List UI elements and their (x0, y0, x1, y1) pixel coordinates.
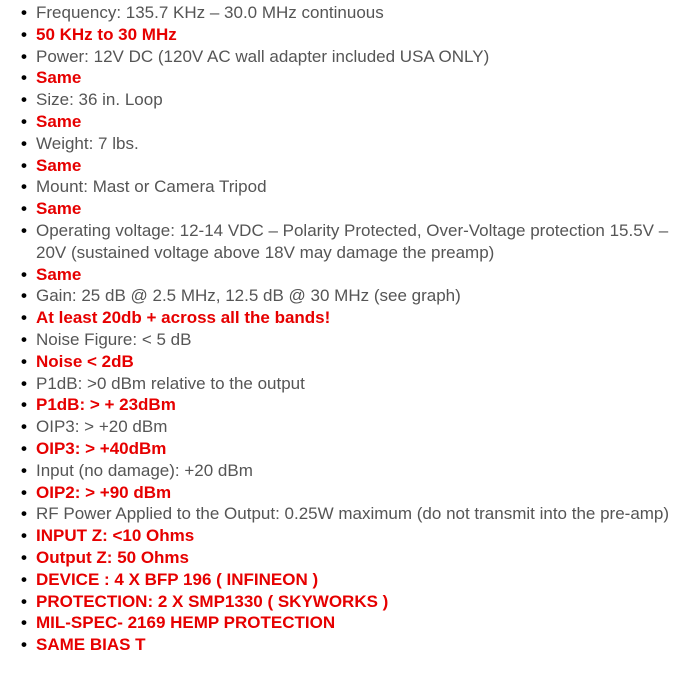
list-item-text: PROTECTION: 2 X SMP1330 ( SKYWORKS ) (36, 591, 389, 611)
comparison-list-item (21, 111, 693, 133)
bullet-icon: • (21, 373, 27, 393)
bullet-icon: • (21, 460, 27, 480)
comparison-list-item (21, 569, 693, 591)
spec-list-item (21, 329, 693, 351)
list-item-text: Gain: 25 dB @ 2.5 MHz, 12.5 dB @ 30 MHz (see graph) (36, 286, 461, 306)
spec-list-item (21, 460, 693, 482)
list-item-text: 50 KHz to 30 MHz (36, 24, 177, 44)
spec-list-item (21, 220, 693, 264)
comparison-list-item (21, 634, 693, 656)
comparison-list-item (21, 525, 693, 547)
bullet-icon: • (21, 133, 27, 153)
list-item-text: Frequency: 135.7 KHz – 30.0 MHz continuous (36, 3, 384, 22)
spec-list-item (21, 285, 693, 307)
bullet-icon: • (21, 111, 27, 131)
comparison-list-item (21, 438, 693, 460)
comparison-list-item (21, 547, 693, 569)
bullet-icon: • (21, 591, 27, 611)
list-item-text: Mount: Mast or Camera Tripod (36, 177, 267, 197)
list-item-text: Power: 12V DC (120V AC wall adapter included USA ONLY) (36, 46, 490, 66)
bullet-icon: • (21, 635, 27, 655)
spec-list-item (21, 46, 693, 68)
bullet-icon: • (21, 417, 27, 437)
list-item-text: Same (36, 155, 82, 175)
spec-list-item (21, 373, 693, 395)
list-item-text: OIP2: > +90 dBm (36, 482, 172, 502)
bullet-icon: • (21, 526, 27, 546)
bullet-icon: • (21, 3, 27, 22)
comparison-list-item (21, 612, 693, 634)
list-item-text: P1dB: >0 dBm relative to the output (36, 373, 305, 393)
list-item-text: OIP3: > +40dBm (36, 438, 167, 458)
bullet-icon: • (21, 46, 27, 66)
bullet-icon: • (21, 177, 27, 197)
spec-list-item (21, 503, 693, 525)
list-item-text: P1dB: > + 23dBm (36, 395, 176, 415)
spec-list-item (21, 416, 693, 438)
spec-list-item (21, 89, 693, 111)
bullet-icon: • (21, 199, 27, 219)
comparison-list-item (21, 67, 693, 89)
comparison-list-item (21, 591, 693, 613)
bullet-icon: • (21, 613, 27, 633)
comparison-list-item (21, 351, 693, 373)
list-item-text: Input (no damage): +20 dBm (36, 460, 253, 480)
list-item-text: RF Power Applied to the Output: 0.25W maximum (do not transmit into the pre-amp) (36, 504, 670, 524)
list-item-text: Same (36, 111, 82, 131)
bullet-icon: • (21, 395, 27, 415)
bullet-icon: • (21, 504, 27, 524)
list-item-text: DEVICE : 4 X BFP 196 ( INFINEON ) (36, 569, 319, 589)
bullet-icon: • (21, 308, 27, 328)
bullet-icon: • (21, 68, 27, 88)
bullet-icon: • (21, 351, 27, 371)
list-item-text: Operating voltage: 12-14 VDC – Polarity Protected, Over-Voltage protection 15.5V – 20V (sustained voltage above 18V may damage the preamp) (36, 220, 669, 262)
bullet-icon: • (21, 220, 27, 240)
list-item-text: SAME BIAS T (36, 635, 146, 655)
comparison-list-item (21, 155, 693, 177)
comparison-list-item (21, 24, 693, 46)
bullet-icon: • (21, 569, 27, 589)
comparison-list-item (21, 482, 693, 504)
list-item-text: INPUT Z: <10 Ohms (36, 526, 195, 546)
comparison-list-item (21, 264, 693, 286)
bullet-icon: • (21, 438, 27, 458)
list-item-text: Weight: 7 lbs. (36, 133, 139, 153)
list-item-text: Same (36, 264, 82, 284)
list-item-text: MIL-SPEC- 2169 HEMP PROTECTION (36, 613, 336, 633)
list-item-text: Output Z: 50 Ohms (36, 547, 189, 567)
bullet-icon: • (21, 482, 27, 502)
comparison-list-item (21, 307, 693, 329)
comparison-list-item (21, 198, 693, 220)
list-item-text: At least 20db + across all the bands! (36, 308, 331, 328)
list-item-text: Same (36, 68, 82, 88)
bullet-icon: • (21, 264, 27, 284)
bullet-icon: • (21, 547, 27, 567)
list-item-text: Noise < 2dB (36, 351, 134, 371)
bullet-icon: • (21, 286, 27, 306)
comparison-list-item (21, 394, 693, 416)
list-item-text: Size: 36 in. Loop (36, 90, 163, 110)
list-item-text: OIP3: > +20 dBm (36, 417, 168, 437)
spec-list-item (21, 176, 693, 198)
bullet-icon: • (21, 155, 27, 175)
bullet-icon: • (21, 90, 27, 110)
bullet-icon: • (21, 329, 27, 349)
spec-list-item (21, 2, 693, 24)
bullet-icon: • (21, 24, 27, 44)
spec-list-item (21, 133, 693, 155)
list-item-text: Same (36, 199, 82, 219)
list-item-text: Noise Figure: < 5 dB (36, 329, 192, 349)
